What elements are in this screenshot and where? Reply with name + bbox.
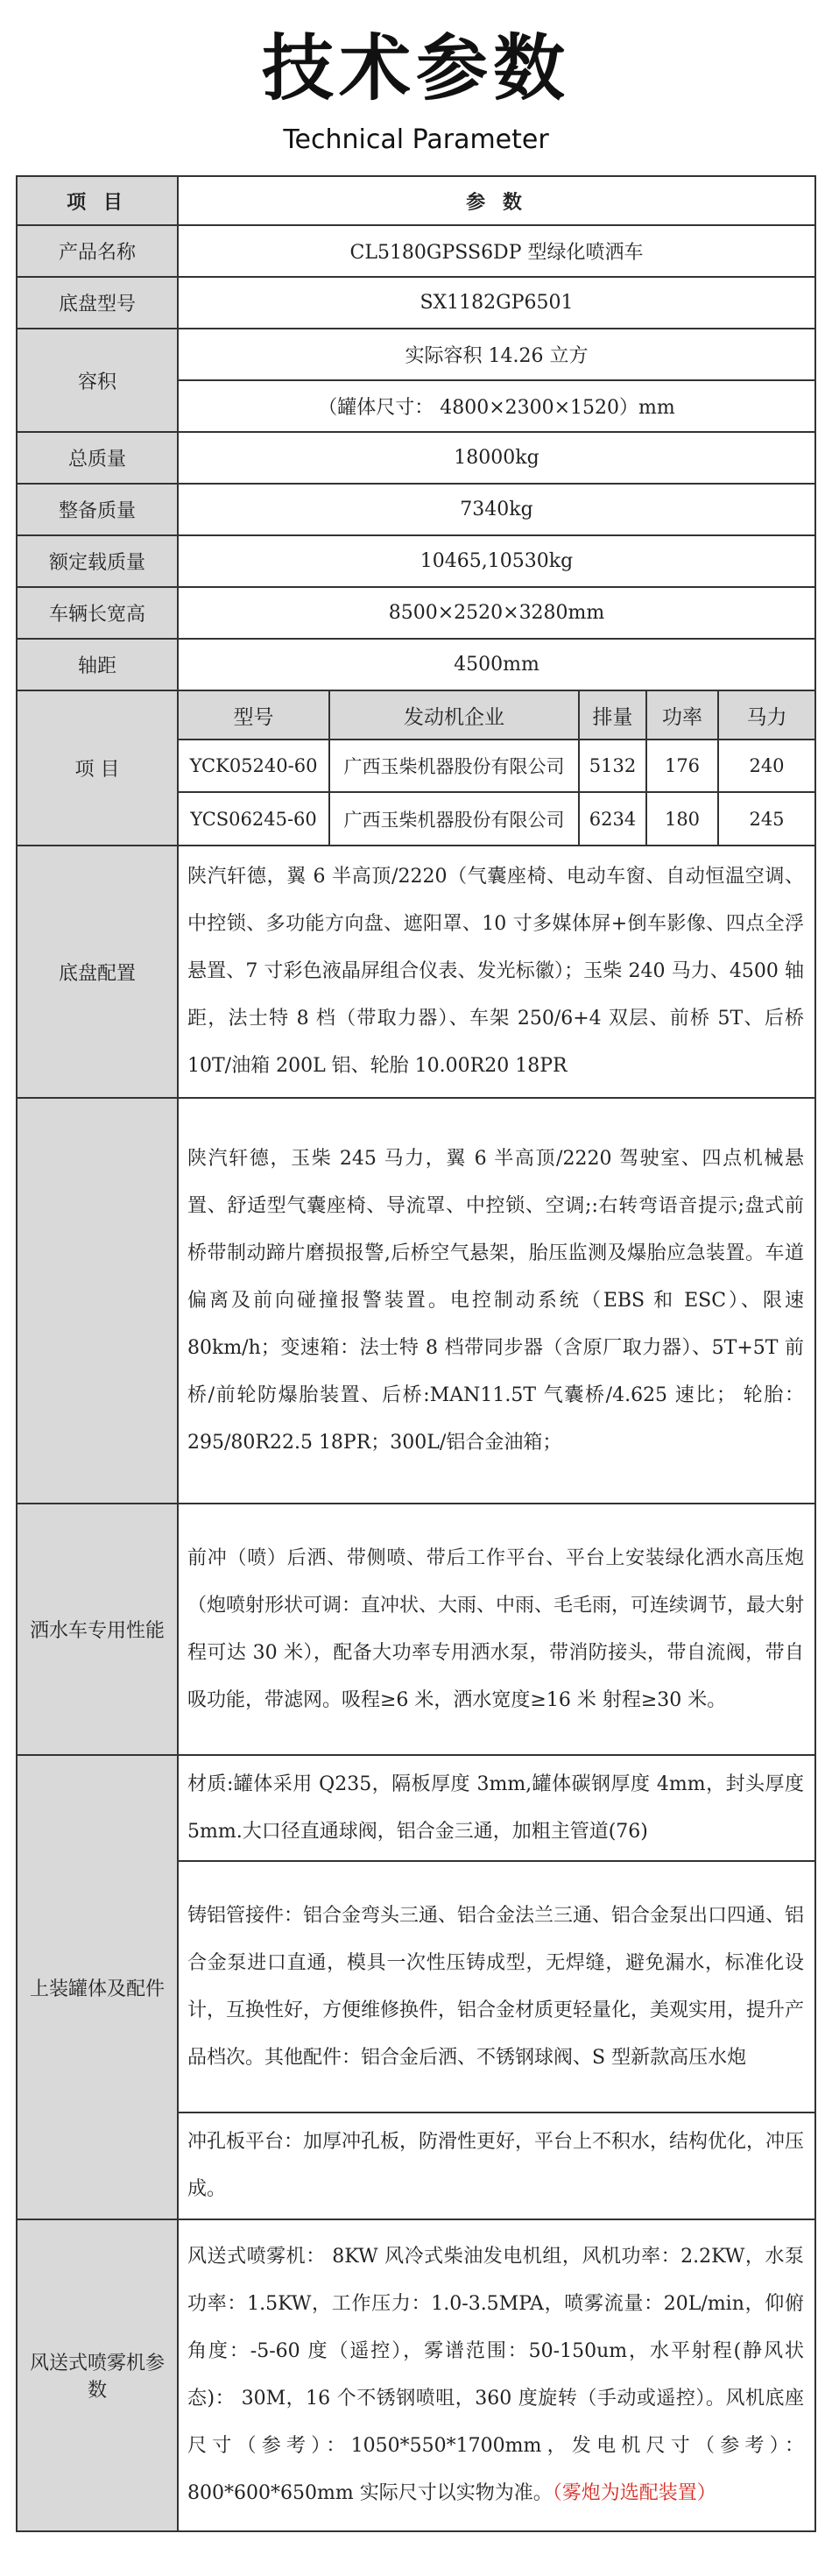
value-mist bbox=[178, 2219, 815, 2531]
engine-displacement: 6234 bbox=[579, 792, 646, 845]
label-sprinkler: 洒水车专用性能 bbox=[17, 1504, 178, 1755]
label-rated-load: 额定载质量 bbox=[17, 535, 178, 587]
value-rated-load: 10465,10530kg bbox=[178, 535, 815, 587]
header-item: 项 目 bbox=[17, 176, 178, 225]
engine-row bbox=[179, 792, 814, 845]
label-chassis-config: 底盘配置 bbox=[17, 846, 178, 1098]
row-chassis-config-2 bbox=[17, 1098, 815, 1504]
value-tank-fittings: 铸铝管接件：铝合金弯头三通、铝合金法兰三通、铝合金泵出口四通、铝合金泵进口直通，模具一次性压铸成型，无焊缝，避免漏水，标准化设计，互换性好，方便维修换件，铝合金材质更轻量化，美观实用，提升产品档次。其他配件：铝合金后洒、不锈钢球阀、S 型新款高压水炮 bbox=[178, 1861, 815, 2112]
engine-power: 176 bbox=[646, 740, 718, 792]
label-dimensions: 车辆长宽高 bbox=[17, 587, 178, 639]
page-subtitle: Technical Parameter bbox=[283, 124, 549, 155]
row-curb-mass bbox=[17, 484, 815, 535]
page-title: 技术参数 bbox=[261, 27, 570, 110]
engine-row bbox=[179, 740, 814, 792]
mist-optional-note: （雾炮为选配装置） bbox=[552, 2482, 716, 2504]
value-tank-platform: 冲孔板平台：加厚冲孔板，防滑性更好，平台上不积水，结构优化，冲压成。 bbox=[178, 2112, 815, 2219]
row-product-name bbox=[17, 225, 815, 277]
page-header bbox=[0, 0, 832, 155]
engine-header-hp: 马力 bbox=[718, 691, 814, 740]
label-chassis-model: 底盘型号 bbox=[17, 277, 178, 329]
label-engine: 项 目 bbox=[17, 690, 178, 846]
value-chassis-config-2: 陕汽轩德，玉柴 245 马力，翼 6 半高顶/2220 驾驶室、四点机械悬置、舒适型气囊座椅、导流罩、中控锁、空调;:右转弯语音提示;盘式前桥带制动蹄片磨损报警,后桥空气悬架，胎压监测及爆胎应急装置。车道偏离及前向碰撞报警装置。电控制动系统（EBS 和 ESC）、限速 80km/h；变速箱：法士特 8 档带同步器（含原厂取力器）、5T+5T 前桥/前轮防爆胎装置、后桥:MAN11.5T 气囊桥/4.625 速比； 轮胎：295/80R22.5 18PR；300L/铝合金油箱； bbox=[178, 1098, 815, 1504]
value-volume-actual: 实际容积 14.26 立方 bbox=[178, 329, 815, 380]
engine-table bbox=[179, 691, 814, 845]
engine-hp: 245 bbox=[749, 808, 785, 830]
row-tank-1 bbox=[17, 1755, 815, 1861]
engine-header-row bbox=[179, 691, 814, 740]
engine-power: 180 bbox=[646, 792, 718, 845]
label-curb-mass: 整备质量 bbox=[17, 484, 178, 535]
engine-header-model: 型号 bbox=[179, 691, 329, 740]
engine-cell bbox=[178, 690, 815, 846]
label-wheelbase: 轴距 bbox=[17, 639, 178, 690]
row-dimensions bbox=[17, 587, 815, 639]
header-param: 参 数 bbox=[178, 176, 815, 225]
label-gross-mass: 总质量 bbox=[17, 432, 178, 484]
row-engine bbox=[17, 690, 815, 846]
engine-header-displacement: 排量 bbox=[579, 691, 646, 740]
value-curb-mass: 7340kg bbox=[178, 484, 815, 535]
row-mist bbox=[17, 2219, 815, 2531]
engine-header-power: 功率 bbox=[646, 691, 718, 740]
value-tank-material: 材质:罐体采用 Q235，隔板厚度 3mm,罐体碳钢厚度 4mm，封头厚度 5mm.大口径直通球阀，铝合金三通，加粗主管道(76) bbox=[178, 1755, 815, 1861]
row-chassis-config-1 bbox=[17, 846, 815, 1098]
mist-text: 风送式喷雾机： 8KW 风冷式柴油发电机组，风机功率：2.2KW，水泵功率：1.5KW，工作压力：1.0-3.5MPA，喷雾流量：20L/min，仰俯角度：-5-60 度（遥控），雾谱范围：50-150um，水平射程(静风状态)： 30M，16 个不锈钢喷咀，360 度旋转（手动或遥控）。风机底座尺寸（参考）：1050*550*1700mm，发电机尺寸（参考）：800*600*650mm 实际尺寸以实物为准。 bbox=[187, 2246, 804, 2504]
engine-maker: 广西玉柴机器股份有限公司 bbox=[329, 792, 579, 845]
spec-table bbox=[16, 175, 816, 2532]
engine-displacement: 5132 bbox=[579, 740, 646, 792]
engine-header-maker: 发动机企业 bbox=[329, 691, 579, 740]
value-dimensions: 8500×2520×3280mm bbox=[178, 587, 815, 639]
value-chassis-config-1: 陕汽轩德，翼 6 半高顶/2220（气囊座椅、电动车窗、自动恒温空调、中控锁、多功能方向盘、遮阳罩、10 寸多媒体屏+倒车影像、四点全浮悬置、7 寸彩色液晶屏组合仪表、发光标徽）；玉柴 240 马力、4500 轴距，法士特 8 档（带取力器）、车架 250/6+4 双层、前桥 5T、后桥 10T/油箱 200L 铝、轮胎 10.00R20 18PR bbox=[178, 846, 815, 1098]
value-sprinkler: 前冲（喷）后洒、带侧喷、带后工作平台、平台上安装绿化洒水高压炮（炮喷射形状可调：直冲状、大雨、中雨、毛毛雨，可连续调节，最大射程可达 30 米），配备大功率专用洒水泵，带消防接头，带自流阀，带自吸功能，带滤网。吸程≥6 米，洒水宽度≥16 米 射程≥30 米。 bbox=[178, 1504, 815, 1755]
label-tank: 上装罐体及配件 bbox=[17, 1755, 178, 2219]
label-product-name: 产品名称 bbox=[17, 225, 178, 277]
engine-hp: 240 bbox=[718, 740, 814, 792]
row-rated-load bbox=[17, 535, 815, 587]
row-gross-mass bbox=[17, 432, 815, 484]
label-mist: 风送式喷雾机参数 bbox=[17, 2219, 178, 2531]
engine-maker: 广西玉柴机器股份有限公司 bbox=[329, 740, 579, 792]
value-gross-mass: 18000kg bbox=[178, 432, 815, 484]
row-sprinkler bbox=[17, 1504, 815, 1755]
table-header-row bbox=[17, 176, 815, 225]
label-volume: 容积 bbox=[17, 329, 178, 432]
engine-model: YCK05240-60 bbox=[179, 740, 329, 792]
value-product-name: CL5180GPSS6DP 型绿化喷洒车 bbox=[178, 225, 815, 277]
row-volume-1 bbox=[17, 329, 815, 380]
value-chassis-model: SX1182GP6501 bbox=[178, 277, 815, 329]
value-wheelbase: 4500mm bbox=[178, 639, 815, 690]
engine-model: YCS06245-60 bbox=[179, 792, 329, 845]
row-chassis-model bbox=[17, 277, 815, 329]
row-wheelbase bbox=[17, 639, 815, 690]
value-volume-tank-size: （罐体尺寸： 4800×2300×1520）mm bbox=[178, 380, 815, 432]
